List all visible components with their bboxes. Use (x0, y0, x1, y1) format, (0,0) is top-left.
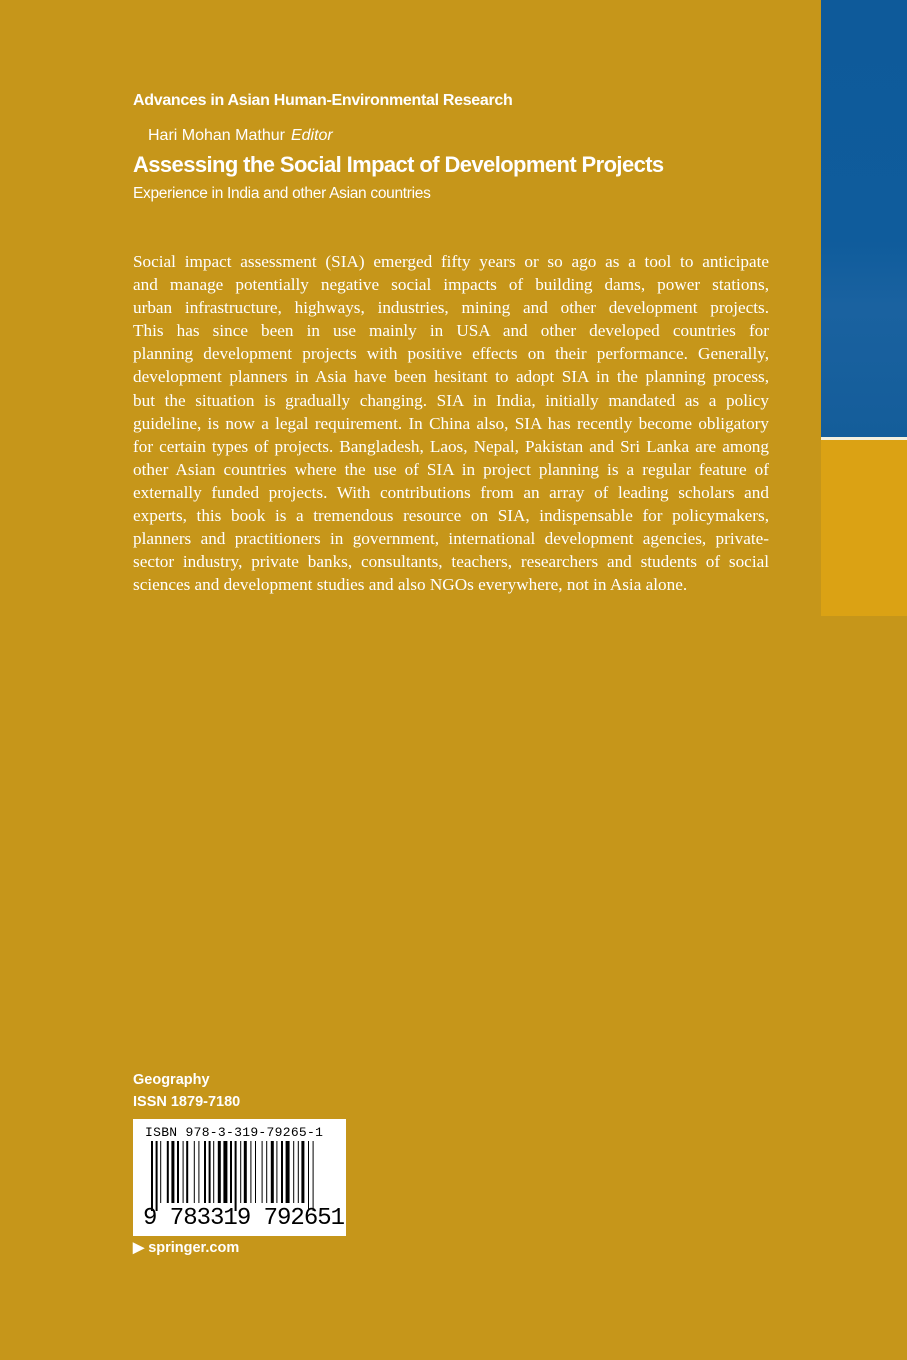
series-title: Advances in Asian Human-Environmental Research (133, 92, 513, 109)
blurb-line: sciences and development studies and also NGOs everywhere, not in Asia alone. (133, 575, 688, 595)
barcode-bar (301, 1141, 304, 1203)
book-title: Assessing the Social Impact of Development Projects (133, 152, 664, 177)
blurb-line: urban infrastructure, highways, industries, mining and other development projects. (133, 298, 769, 318)
barcode-bar (271, 1141, 274, 1203)
editor-role: Editor (290, 127, 333, 144)
barcode-bar (240, 1141, 241, 1203)
website-link[interactable] (133, 1240, 239, 1256)
barcode-bar (266, 1141, 267, 1203)
barcode-bar (171, 1141, 174, 1203)
barcode-bar (213, 1141, 214, 1203)
barcode-bar (167, 1141, 169, 1203)
barcode-bar (255, 1141, 256, 1203)
accent-block (821, 440, 907, 616)
barcode (133, 1119, 346, 1236)
blurb-line: and manage potentially negative social impacts of building dams, power stations, (133, 275, 769, 295)
barcode-bar (218, 1141, 221, 1203)
isbn-text: ISBN 978-3-319-79265-1 (145, 1125, 324, 1140)
arrow-right-icon: ▶ (133, 1240, 145, 1256)
blurb-line: development planners in Asia have been hesitant to adopt SIA in the planning process, (133, 367, 769, 387)
barcode-bar (250, 1141, 251, 1203)
barcode-bar (293, 1141, 294, 1203)
barcode-bar (156, 1141, 158, 1211)
barcode-bar (151, 1141, 153, 1211)
barcode-bar (160, 1141, 161, 1203)
issn: ISSN 1879-7180 (133, 1094, 241, 1110)
barcode-bar (194, 1141, 195, 1203)
barcode-bar (313, 1141, 314, 1211)
barcode-bar (235, 1141, 237, 1211)
website-text: springer.com (148, 1240, 240, 1256)
blurb-line: planning development projects with positive effects on their performance. Generally, (133, 344, 769, 364)
book-subtitle: Experience in India and other Asian countries (133, 185, 431, 202)
blurb-line: but the situation is gradually changing. SIA in India, initially mandated as a policy (133, 390, 769, 410)
blurb-line: guideline, is now a legal requirement. In China also, SIA has recently become obligatory (133, 413, 769, 433)
barcode-bar (209, 1141, 211, 1203)
barcode-bar (308, 1141, 309, 1211)
blurb-line: sector industry, private banks, consultants, teachers, researchers and students of social (133, 552, 769, 572)
barcode-bar (223, 1141, 227, 1203)
blurb-line: Social impact assessment (SIA) emerged fifty years or so ago as a tool to anticipate (133, 252, 769, 271)
barcode-bar (198, 1141, 199, 1203)
barcode-bar (286, 1141, 290, 1203)
blurb-line: other Asian countries where the use of SIA in project planning is a regular feature of (133, 459, 769, 479)
barcode-bar (276, 1141, 277, 1203)
cover-photo-strip (821, 0, 907, 437)
barcode-bar (262, 1141, 263, 1203)
barcode-bar (186, 1141, 188, 1203)
barcode-bar (177, 1141, 179, 1203)
blurb-line: for certain types of projects. Bangladesh, Laos, Nepal, Pakistan and Sri Lanka are among (133, 436, 769, 456)
barcode-bar (298, 1141, 299, 1203)
editor-name: Hari Mohan Mathur (148, 127, 285, 144)
editor-line (148, 127, 333, 145)
blurb-line: planners and practitioners in government, international development agencies, private- (133, 529, 769, 549)
barcode-bar (230, 1141, 232, 1203)
subject: Geography (133, 1072, 210, 1088)
barcode-bar (244, 1141, 247, 1203)
barcode-bar (281, 1141, 283, 1203)
barcode-bar (183, 1141, 184, 1203)
blurb-line: This has since been in use mainly in USA and other developed countries for (133, 321, 769, 341)
blurb-line: externally funded projects. With contributions from an array of leading scholars and (133, 482, 769, 502)
isbn-digits: 9 783319 792651 (143, 1205, 345, 1232)
barcode-bars (141, 1141, 341, 1211)
blurb-line: experts, this book is a tremendous resource on SIA, indispensable for policymakers, (133, 506, 769, 526)
barcode-bar (204, 1141, 206, 1203)
blurb (133, 250, 769, 596)
